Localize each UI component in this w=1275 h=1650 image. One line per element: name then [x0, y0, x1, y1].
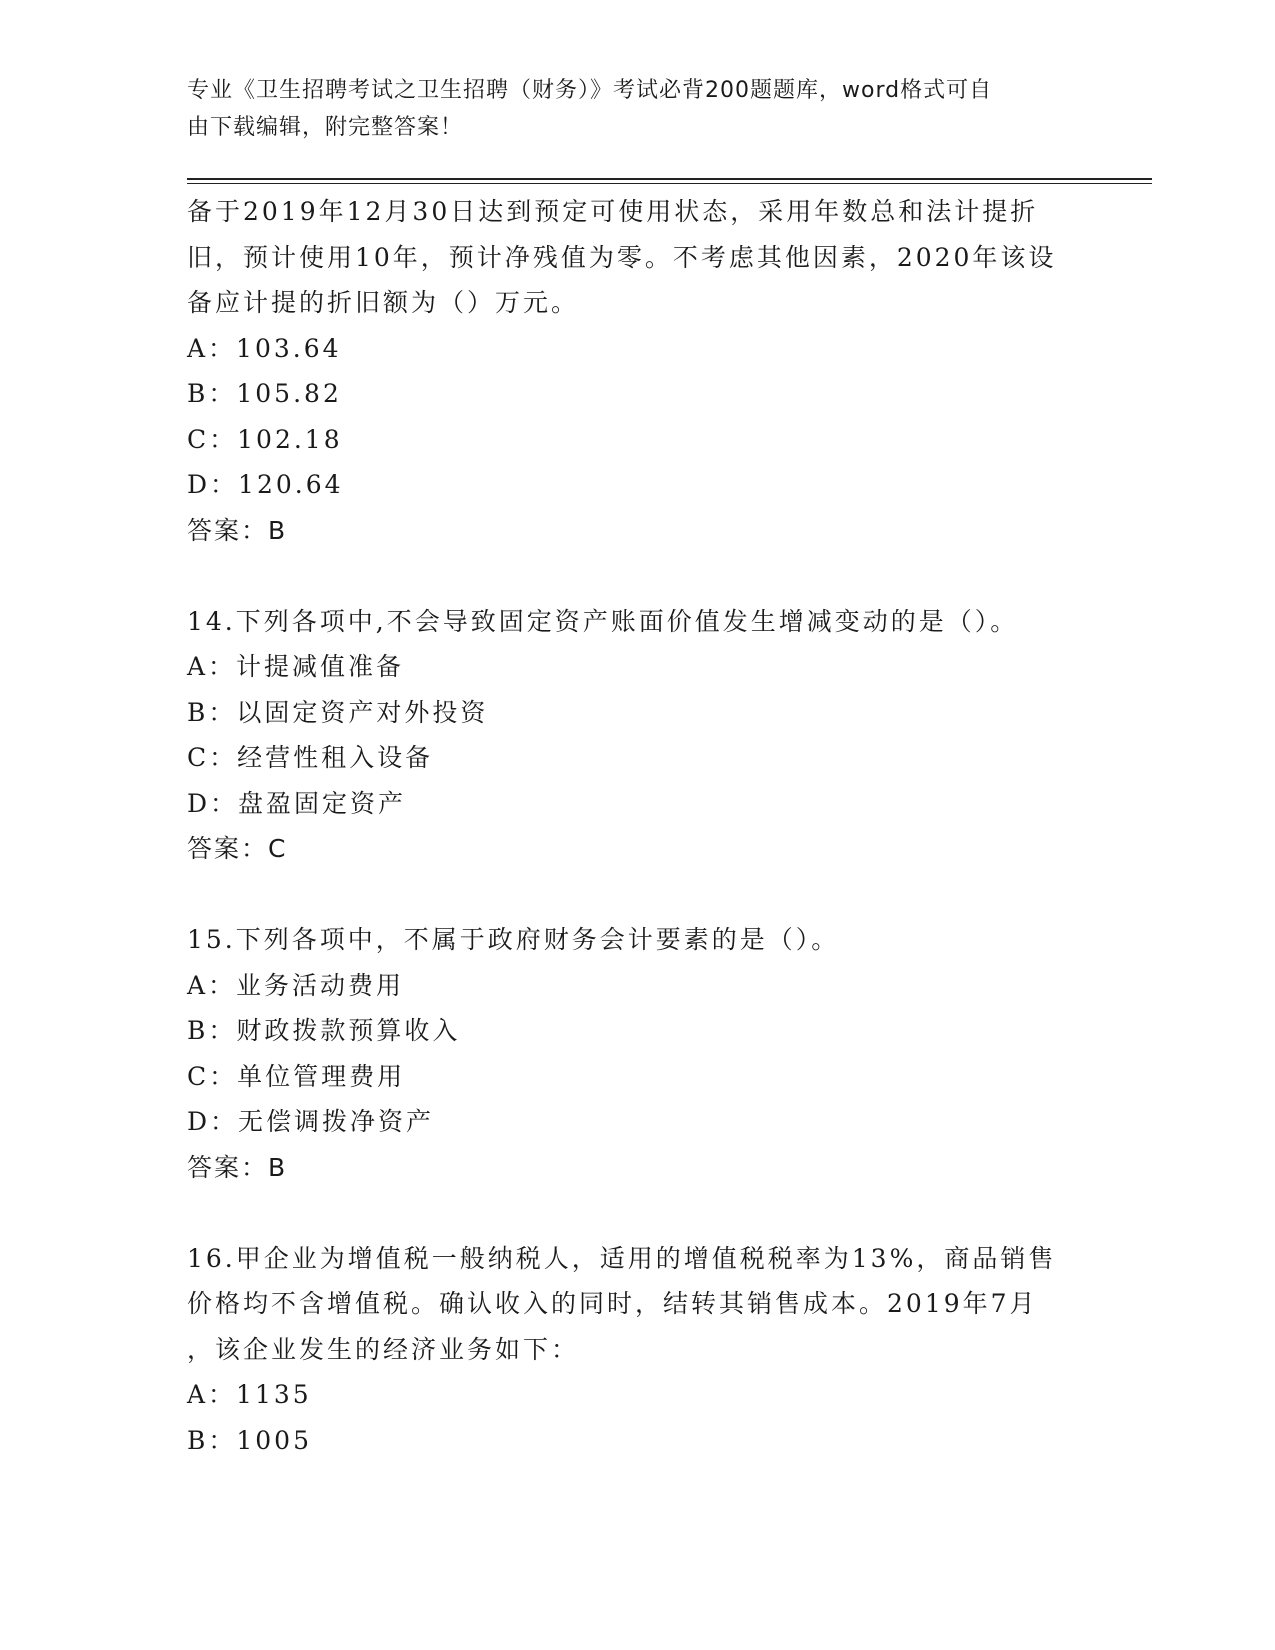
header-divider-thick [187, 178, 1152, 180]
option-b: B：105.82 [187, 379, 342, 408]
option-c: C：102.18 [187, 424, 343, 454]
question-stem-line: ，该企业发生的经济业务如下： [187, 1334, 580, 1364]
question-14 [187, 599, 1087, 872]
question-stem-line: 备应计提的折旧额为（）万元。 [187, 288, 580, 317]
option-c: C：单位管理费用 [187, 1061, 406, 1091]
option-a: A：业务活动费用 [187, 970, 405, 1000]
document-header [187, 72, 1067, 146]
option-a: A：1135 [187, 1380, 312, 1409]
option-b: B：1005 [187, 1425, 312, 1455]
header-divider-thin [187, 183, 1152, 184]
option-a: A：计提减值准备 [187, 652, 405, 681]
question-stem-line: 15.下列各项中，不属于政府财务会计要素的是（）。 [187, 925, 840, 954]
question-stem-line: 价格均不含增值税。确认收入的同时，结转其销售成本。2019年7月 [187, 1289, 1038, 1318]
spacer [187, 872, 1087, 918]
option-d: D：盘盈固定资产 [187, 788, 407, 818]
question-13 [187, 189, 1087, 553]
header-line-1: 专业《卫生招聘考试之卫生招聘（财务）》考试必背200题题库，word格式可自 [187, 78, 993, 103]
option-d: D：120.64 [187, 470, 344, 499]
spacer [187, 1190, 1087, 1236]
question-16 [187, 1236, 1087, 1464]
question-stem-line: 16.甲企业为增值税一般纳税人，适用的增值税税率为13%，商品销售 [187, 1243, 1057, 1273]
question-15 [187, 917, 1087, 1190]
option-b: B：以固定资产对外投资 [187, 697, 489, 727]
header-line-2: 由下载编辑，附完整答案！ [187, 115, 464, 140]
answer-line: 答案：B [187, 515, 288, 545]
question-stem-line: 备于2019年12月30日达到预定可使用状态，采用年数总和法计提折 [187, 197, 1039, 226]
option-c: C：经营性租入设备 [187, 743, 434, 772]
question-stem-line: 14.下列各项中,不会导致固定资产账面价值发生增减变动的是（）。 [187, 606, 1019, 636]
question-stem-line: 旧，预计使用10年，预计净残值为零。不考虑其他因素，2020年该设 [187, 242, 1057, 272]
option-a: A：103.64 [187, 333, 342, 363]
answer-line: 答案：C [187, 834, 288, 863]
spacer [187, 553, 1087, 599]
option-d: D：无偿调拨净资产 [187, 1107, 435, 1136]
question-list [187, 189, 1087, 1463]
option-b: B：财政拨款预算收入 [187, 1016, 461, 1045]
answer-line: 答案：B [187, 1152, 288, 1182]
